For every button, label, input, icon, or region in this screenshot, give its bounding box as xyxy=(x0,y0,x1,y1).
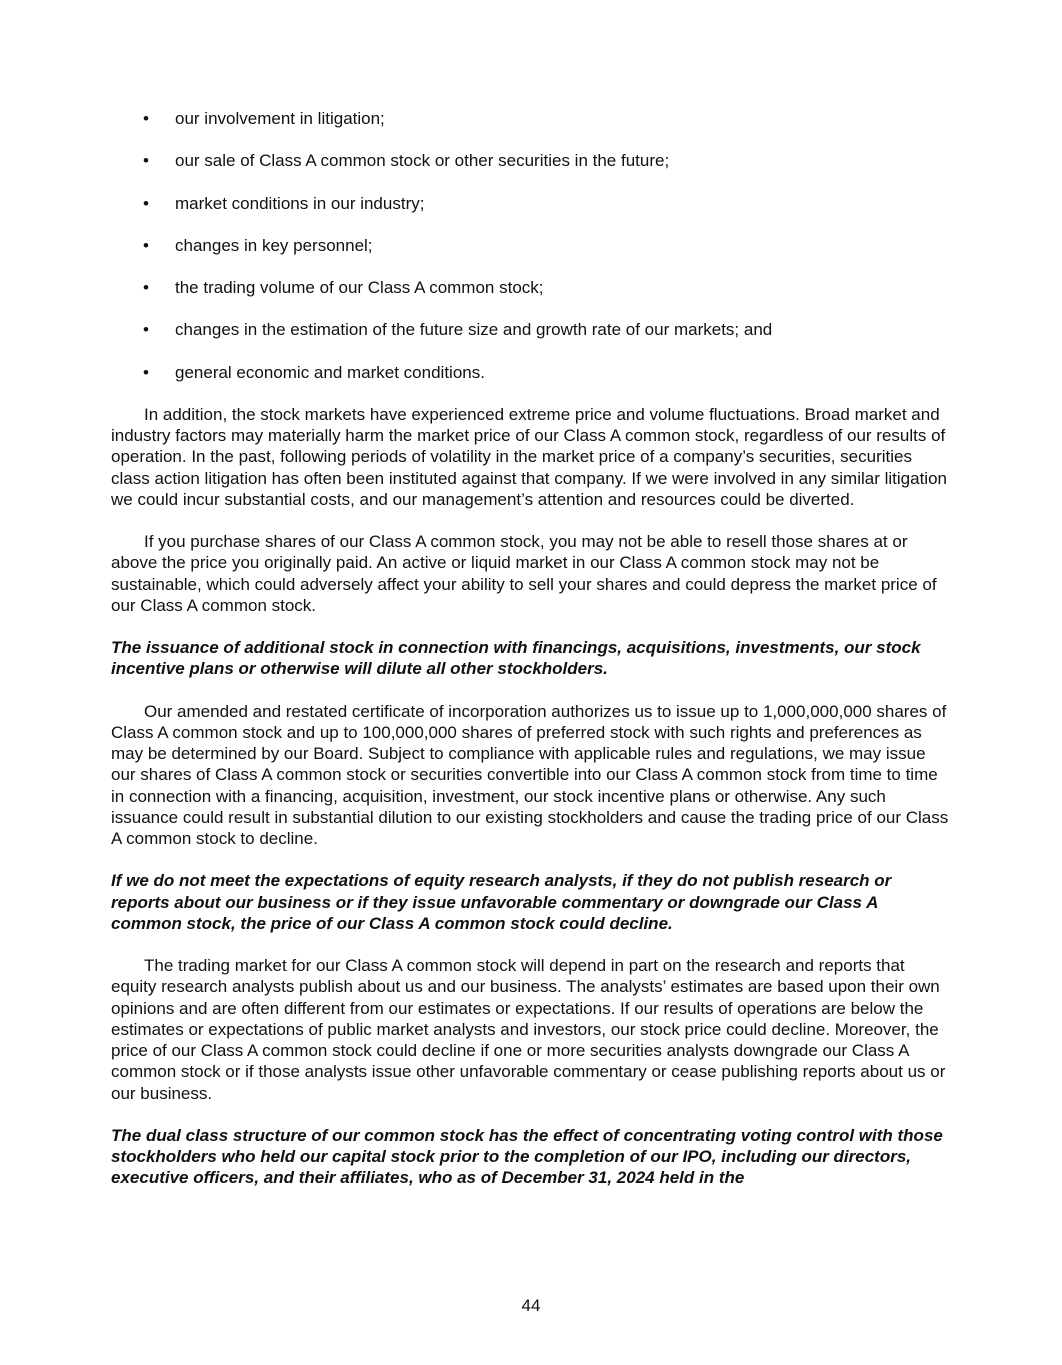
list-item xyxy=(111,108,953,129)
body-paragraph: In addition, the stock markets have experienced extreme price and volume fluctuations. Broad market and industry factors may materially harm the market price of our Class A common stock, regardless of our results of operation. In the past, following periods of volatility in the market price of a company’s securities, securities class action litigation has often been instituted against that company. If we were involved in any similar litigation we could incur substantial costs, and our management’s attention and resources could be diverted. xyxy=(111,405,947,509)
list-item-text: changes in key personnel; xyxy=(175,235,373,255)
bullet-icon: • xyxy=(143,362,149,382)
list-item-text: market conditions in our industry; xyxy=(175,193,425,213)
list-item xyxy=(111,277,953,298)
body-paragraph: Our amended and restated certificate of incorporation authorizes us to issue up to 1,000,000,000 shares of Class A common stock and up to 100,000,000 shares of preferred stock with such rights and preferences as may be determined by our Board. Subject to compliance with applicable rules and regulations, we may issue our shares of Class A common stock or securities convertible into our Class A common stock from time to time in connection with a financing, acquisition, investment, our stock incentive plans or otherwise. Any such issuance could result in substantial dilution to our existing stockholders and cause the trading price of our Class A common stock to decline. xyxy=(111,701,949,849)
bullet-icon: • xyxy=(143,193,149,213)
list-item xyxy=(111,362,953,383)
risk-factor-heading: The issuance of additional stock in connection with financings, acquisitions, investments, our stock incentive plans or otherwise will dilute all other stockholders. xyxy=(111,638,921,679)
page-number: 44 xyxy=(521,1296,541,1315)
list-item-text: our involvement in litigation; xyxy=(175,109,385,128)
bullet-icon: • xyxy=(143,278,149,298)
list-item-text: the trading volume of our Class A common stock; xyxy=(175,278,544,298)
body-paragraph: If you purchase shares of our Class A common stock, you may not be able to resell those shares at or above the price you originally paid. An active or liquid market in our Class A common stock may not be sustainable, which could adversely affect your ability to sell your shares and could depress the market price of our Class A common stock. xyxy=(111,532,937,615)
list-item xyxy=(111,319,953,340)
body-paragraph: The trading market for our Class A common stock will depend in part on the research and reports that equity research analysts publish about us and our business. The analysts’ estimates are based upon their own opinions and are often different from our estimates or expectations. If our results of operations are below the estimates or expectations of public market analysts and investors, our stock price could decline. Moreover, the price of our Class A common stock could decline if one or more securities analysts downgrade our Class A common stock or if those analysts issue other unfavorable commentary or cease publishing reports about us or our business. xyxy=(111,956,946,1103)
list-item-text: general economic and market conditions. xyxy=(175,362,485,382)
bullet-icon: • xyxy=(143,109,149,128)
bullet-list xyxy=(111,108,953,383)
list-item xyxy=(111,235,953,256)
bullet-icon: • xyxy=(143,320,149,340)
list-item xyxy=(111,150,953,171)
list-item-text: changes in the estimation of the future size and growth rate of our markets; and xyxy=(175,320,773,340)
document-page xyxy=(111,108,953,1210)
bullet-icon: • xyxy=(143,235,149,255)
risk-factor-heading: If we do not meet the expectations of equity research analysts, if they do not publish research or reports about our business or if they issue unfavorable commentary or downgrade our Class A common stock, the price of our Class A common stock could decline. xyxy=(111,871,892,933)
risk-factor-heading: The dual class structure of our common stock has the effect of concentrating voting control with those stockholders who held our capital stock prior to the completion of our IPO, including our directors, executive officers, and their affiliates, who as of December 31, 2024 held in the xyxy=(111,1125,943,1188)
list-item xyxy=(111,193,953,214)
list-item-text: our sale of Class A common stock or other securities in the future; xyxy=(175,151,670,171)
bullet-icon: • xyxy=(143,151,149,171)
